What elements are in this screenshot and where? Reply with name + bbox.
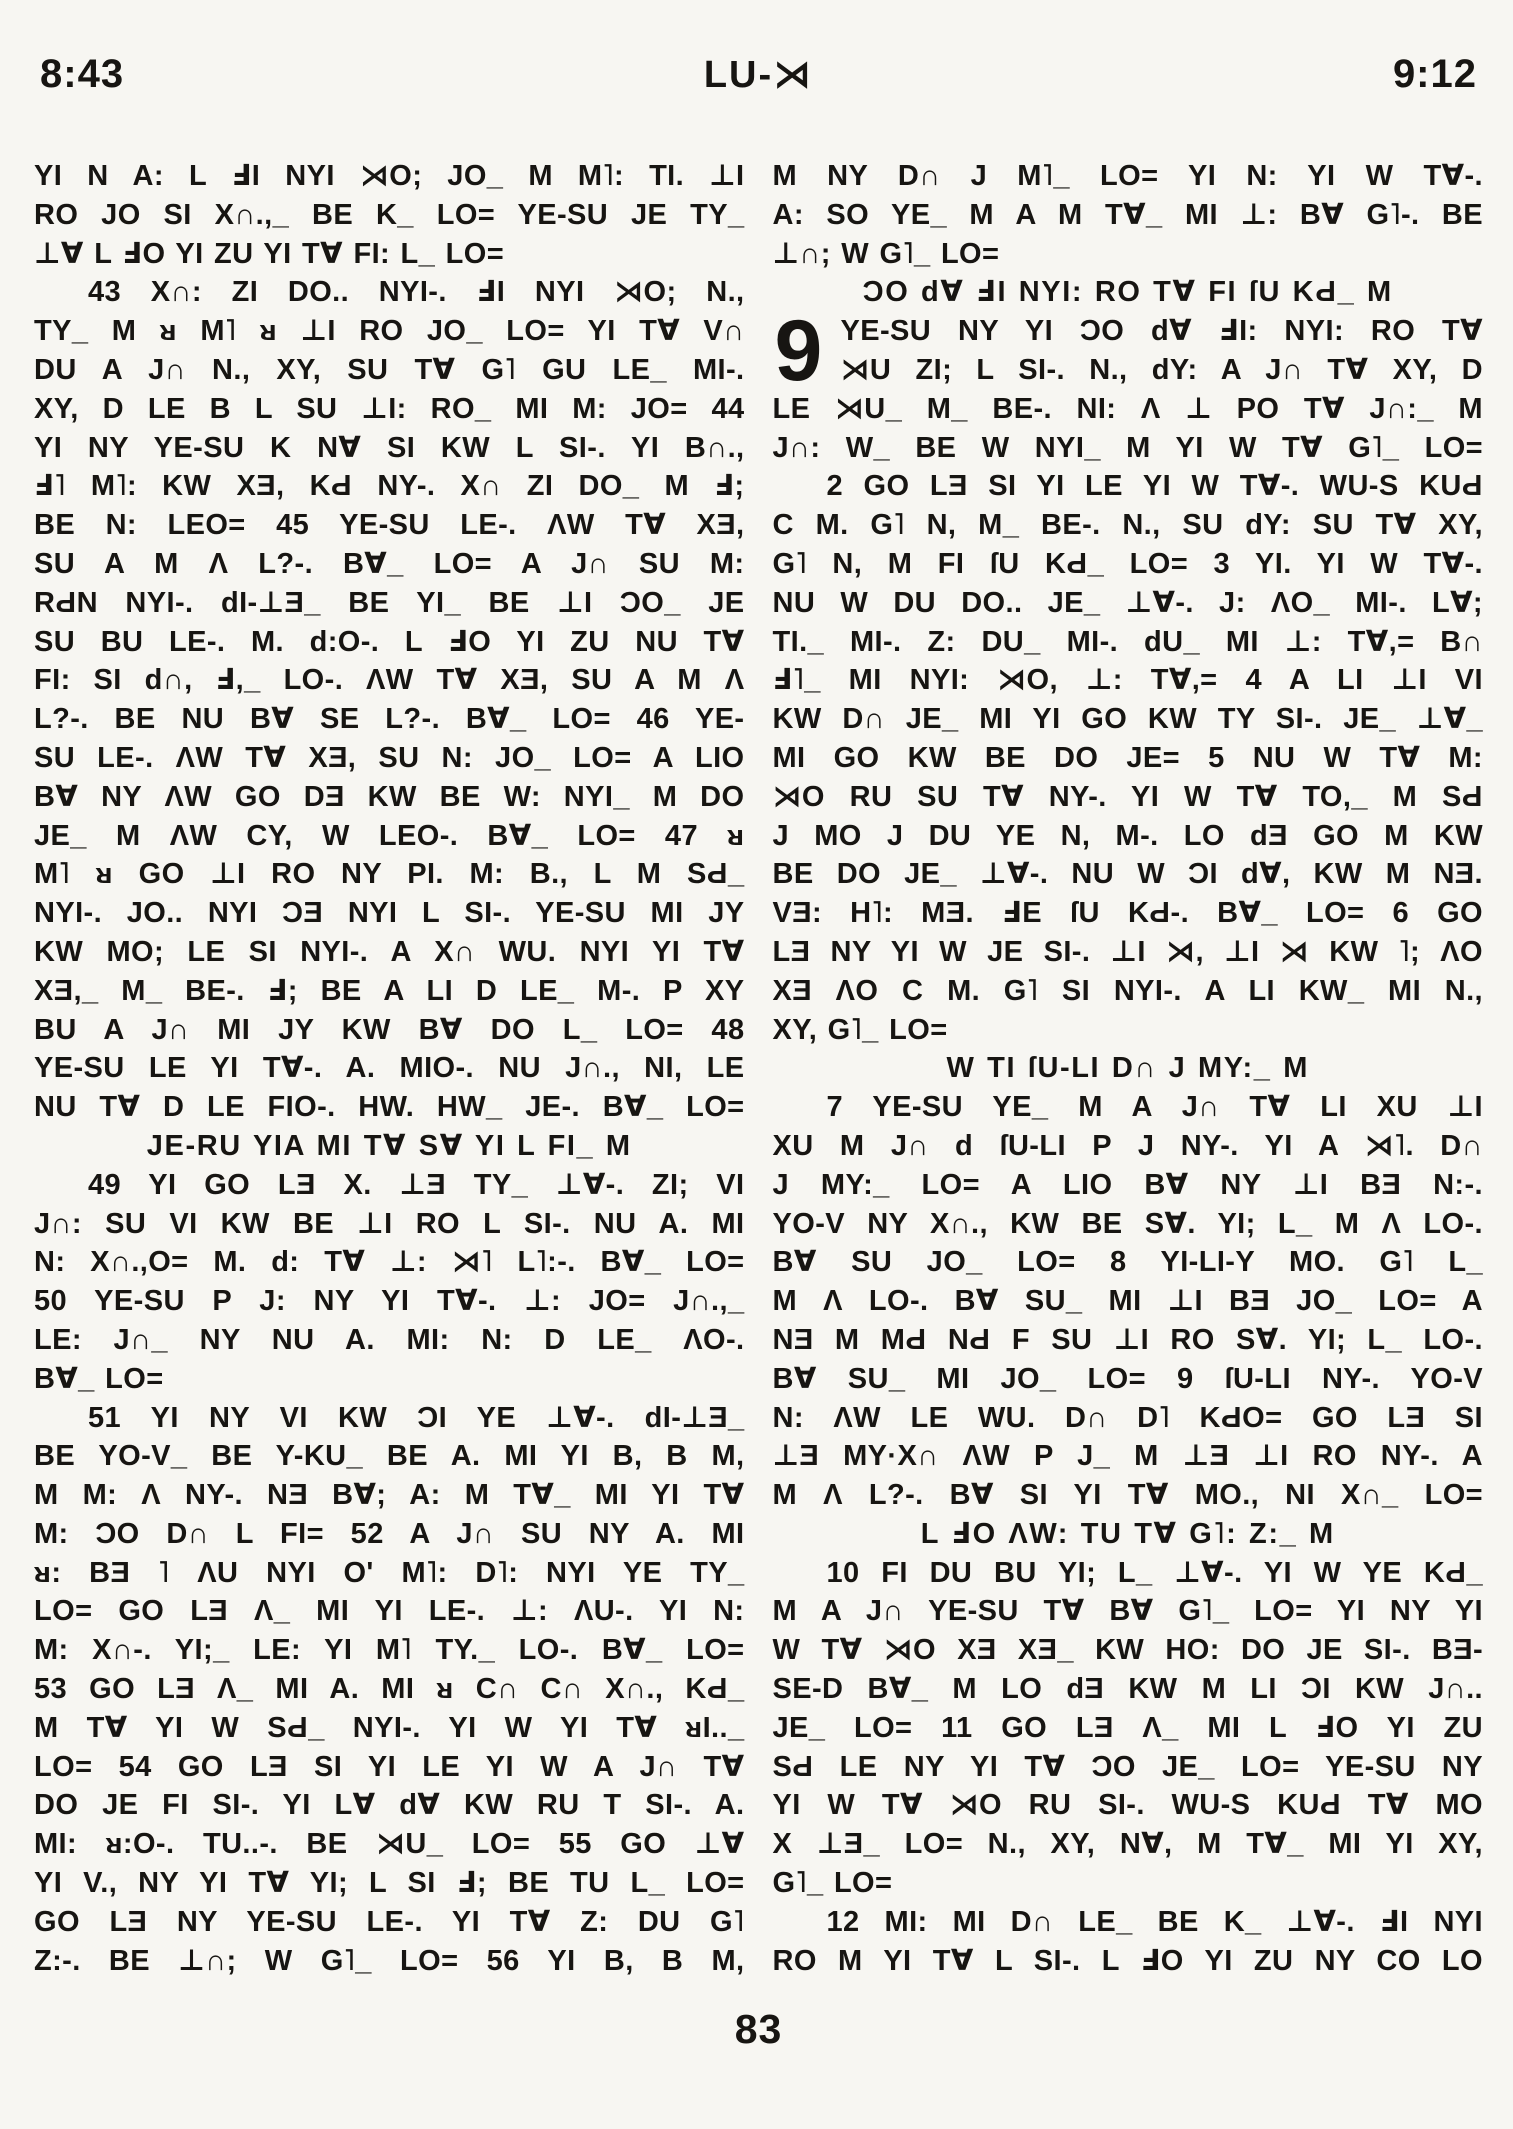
- line-text: M˥ ᴚ GO ⊥I RO NY PI. M: B., L M SԀ_: [34, 858, 745, 891]
- text-line: [34, 623, 745, 662]
- text-line: [773, 1942, 1484, 1981]
- text-line: [773, 972, 1484, 1011]
- section-heading: [773, 1049, 1484, 1088]
- text-line: [34, 778, 745, 817]
- text-line: [773, 855, 1484, 894]
- text-line: [34, 1321, 745, 1360]
- text-line: [34, 1670, 745, 1709]
- line-text: JE_ M ΛW CY, W LEO-. B∀_ LO= 47 ᴚ: [34, 819, 745, 852]
- text-line: [773, 700, 1484, 739]
- text-line: [773, 1903, 1484, 1942]
- text-line: [773, 1670, 1484, 1709]
- line-text: M Λ LO-. B∀ SU_ MI ⊥I BƎ JO_ LO= A: [772, 1285, 1483, 1318]
- text-line: [773, 1864, 1484, 1903]
- text-line: [773, 429, 1484, 468]
- line-text: LE: J∩_ NY NU A. MI: N: D LE_ ΛO-.: [34, 1323, 745, 1356]
- line-text: N: X∩.,O= M. d: T∀ ⊥: ⋊˥ L˥:-. B∀_ LO=: [34, 1246, 745, 1279]
- text-line: [34, 1592, 745, 1631]
- text-line: [34, 351, 745, 390]
- line-text: 10 FI DU BU YI; L_ ⊥∀-. YI W YE KԀ_: [826, 1556, 1483, 1589]
- line-text: M A J∩ YE-SU T∀ B∀ G˥_ LO= YI NY YI: [772, 1595, 1483, 1628]
- text-line: [773, 1282, 1484, 1321]
- text-line: [773, 1476, 1484, 1515]
- text-line: [773, 584, 1484, 623]
- line-text: A: SO YE_ M A M T∀_ MI ⊥: B∀ G˥-. BE: [772, 198, 1483, 231]
- text-line: [34, 273, 745, 312]
- line-text: KW D∩ JE_ MI YI GO KW TY SI-. JE_ ⊥∀_: [772, 703, 1483, 736]
- text-line: [773, 623, 1484, 662]
- line-text: RO M YI T∀ L SI-. L ℲO YI ZU NY CO LO: [772, 1944, 1483, 1977]
- line-text: ⊥Ǝ MY·X∩ ΛW P J_ M ⊥Ǝ ⊥I RO NY-. A: [772, 1440, 1483, 1473]
- text-line: [773, 1011, 1484, 1050]
- text-line: [34, 661, 745, 700]
- text-line: [34, 1088, 745, 1127]
- line-text: XY, G˥_ LO=: [772, 1013, 948, 1046]
- line-text: L ℲO ΛW: TU T∀ G˥: Z:_ M: [920, 1517, 1335, 1550]
- line-text: GO LƎ NY YE-SU LE-. YI T∀ Z: DU G˥: [34, 1905, 745, 1938]
- line-text: SE-D B∀_ M LO dƎ KW M LI ƆI KW J∩..: [772, 1673, 1483, 1706]
- line-text: XY, D LE B L SU ⊥I: RO_ MI M: JO= 44: [34, 392, 745, 425]
- text-line: [34, 157, 745, 196]
- line-text: YI W T∀ ⋊O RU SI-. WU-S KUԀ T∀ MO: [772, 1789, 1483, 1822]
- text-line: [34, 1360, 745, 1399]
- line-text: XU M J∩ d ſU-LI P J NY-. YI A ⋊˥. D∩: [772, 1129, 1483, 1162]
- text-line: [773, 933, 1484, 972]
- text-line: [773, 467, 1484, 506]
- text-line: [773, 1748, 1484, 1787]
- text-line: [773, 1166, 1484, 1205]
- line-text: Ⅎ˥ M˥: KW XƎ, KԀ NY-. X∩ ZI DO_ M Ⅎ;: [34, 470, 745, 503]
- text-line: [34, 933, 745, 972]
- text-line: [34, 1049, 745, 1088]
- text-line: [773, 390, 1484, 429]
- text-line: [773, 1786, 1484, 1825]
- line-text: LƎ NY YI W JE SI-. ⊥I ⋊, ⊥I ⋊ KW ˥; ΛO: [772, 935, 1483, 968]
- text-line: [34, 584, 745, 623]
- line-text: M NY D∩ J M˥_ LO= YI N: YI W T∀-.: [772, 160, 1483, 192]
- line-text: SU A M Λ L?-. B∀_ LO= A J∩ SU M:: [34, 547, 745, 580]
- text-line: [773, 817, 1484, 856]
- text-column-left: [34, 157, 745, 1980]
- text-line: [773, 1554, 1484, 1593]
- line-text: J∩: W_ BE W NYI_ M YI W T∀ G˥_ LO=: [772, 431, 1483, 464]
- line-text: M Λ L?-. B∀ SI YI T∀ MO., NI X∩_ LO=: [772, 1479, 1483, 1512]
- line-text: BE N: LEO= 45 YE-SU LE-. ΛW T∀ XƎ,: [34, 509, 745, 542]
- line-text: 12 MI: MI D∩ LE_ BE K_ ⊥∀-. ℲI NYI: [826, 1905, 1483, 1938]
- text-line: [34, 972, 745, 1011]
- section-heading: [773, 273, 1484, 312]
- line-text: M: ƆO D∩ L FI= 52 A J∩ SU NY A. MI: [34, 1517, 745, 1550]
- line-text: ƆO d∀ ℲI NYI: RO T∀ FI ſU KԀ_ M: [862, 276, 1393, 309]
- line-text: NU W DU DO.. JE_ ⊥∀-. J: ΛO_ MI-. L∀;: [772, 586, 1483, 619]
- two-column-text-body: [34, 157, 1483, 1980]
- text-line: [34, 1786, 745, 1825]
- line-text: YI V., NY YI T∀ YI; L SI Ⅎ; BE TU L_ LO=: [34, 1867, 745, 1900]
- line-text: TI._ MI-. Z: DU_ MI-. dU_ MI ⊥: T∀,= B∩: [772, 625, 1483, 658]
- text-line: [773, 1360, 1484, 1399]
- line-text: B∀_ LO=: [34, 1362, 164, 1395]
- line-text: YO-V NY X∩., KW BE S∀. YI; L_ M Λ LO-.: [772, 1207, 1483, 1240]
- header-verse-ref-right: 9:12: [1392, 52, 1477, 96]
- line-text: J∩: SU VI KW BE ⊥I RO L SI-. NU A. MI: [34, 1207, 745, 1240]
- text-line: [773, 1631, 1484, 1670]
- line-text: B∀ SU JO_ LO= 8 YI-LI-Y MO. G˥ L_: [772, 1246, 1483, 1279]
- text-line: [34, 196, 745, 235]
- text-line: [34, 1205, 745, 1244]
- line-text: KW MO; LE SI NYI-. A X∩ WU. NYI YI T∀: [34, 935, 745, 968]
- line-text: 51 YI NY VI KW ƆI YE ⊥∀-. dI-⊥Ǝ_: [88, 1401, 745, 1434]
- page-header: [34, 52, 1483, 97]
- line-text: LE ⋊U_ M_ BE-. NI: Λ ⊥ PO T∀ J∩:_ M: [772, 392, 1483, 425]
- line-text: M M: Λ NY-. NƎ B∀; A: M T∀_ MI YI T∀: [34, 1479, 745, 1512]
- line-text: ⋊U ZI; L SI-. N., dY: A J∩ T∀ XY, D: [840, 353, 1483, 386]
- line-text: YI NY YE-SU K N∀ SI KW L SI-. YI B∩.,: [34, 431, 745, 464]
- line-text: Ⅎ˥_ MI NYI: ⋊O, ⊥: T∀,= 4 A LI ⊥I VI: [772, 664, 1483, 697]
- text-line: [773, 1205, 1484, 1244]
- text-line: [773, 1243, 1484, 1282]
- line-text: YI N A: L ℲI NYI ⋊O; JO_ M M˥: TI. ⊥I: [34, 160, 745, 192]
- text-line: [773, 1437, 1484, 1476]
- line-text: 43 X∩: ZI DO.. NYI-. ℲI NYI ⋊O; N.,: [88, 276, 745, 309]
- text-line: [34, 1554, 745, 1593]
- line-text: VƎ: H˥: MƎ. ℲE ſU KԀ-. B∀_ LO= 6 GO: [772, 897, 1483, 930]
- line-text: DO JE FI SI-. YI L∀ d∀ KW RU T SI-. A.: [34, 1789, 745, 1822]
- text-line: [34, 855, 745, 894]
- line-text: C M. G˥ N, M_ BE-. N., SU dY: SU T∀ XY,: [772, 509, 1483, 542]
- text-line: [34, 817, 745, 856]
- line-text: W T∀ ⋊O XƎ XƎ_ KW HO: DO JE SI-. BƎ-: [772, 1634, 1483, 1667]
- text-line: [34, 1631, 745, 1670]
- text-line: [34, 1399, 745, 1438]
- line-text: YE-SU LE YI T∀-. A. MIO-. NU J∩., NI, LE: [34, 1052, 745, 1085]
- text-line: [773, 196, 1484, 235]
- text-line: [34, 429, 745, 468]
- text-line: [34, 506, 745, 545]
- line-text: XƎ,_ M_ BE-. Ⅎ; BE A LI D LE_ M-. P XY: [34, 974, 745, 1007]
- line-text: FI: SI d∩, Ⅎ,_ LO-. ΛW T∀ XƎ, SU A M Λ: [34, 664, 745, 697]
- text-line: [34, 1748, 745, 1787]
- line-text: J MY:_ LO= A LIO B∀ NY ⊥I BƎ N:-.: [772, 1168, 1483, 1201]
- text-line: [34, 1825, 745, 1864]
- line-text: DU A J∩ N., XY, SU T∀ G˥ GU LE_ MI-.: [34, 353, 745, 386]
- text-line: [773, 351, 1484, 390]
- book-title: LU-⋊: [703, 54, 814, 96]
- line-text: B∀ NY ΛW GO DƎ KW BE W: NYI_ M DO: [34, 780, 745, 813]
- text-line: [34, 1942, 745, 1981]
- text-line: [773, 1088, 1484, 1127]
- line-text: Z:-. BE ⊥∩; W G˥_ LO= 56 YI B, B M,: [34, 1944, 745, 1977]
- text-line: [773, 235, 1484, 274]
- line-text: L?-. BE NU B∀ SE L?-. B∀_ LO= 46 YE-: [34, 703, 745, 736]
- text-line: [34, 1437, 745, 1476]
- line-text: ⊥∀ L ℲO YI ZU YI T∀ FI: L_ LO=: [34, 237, 505, 270]
- line-text: 7 YE-SU YE_ M A J∩ T∀ LI XU ⊥I: [826, 1091, 1483, 1124]
- text-line: [34, 235, 745, 274]
- text-column-right: [773, 157, 1484, 1980]
- text-line: [34, 1903, 745, 1942]
- line-text: X ⊥Ǝ_ LO= N., XY, N∀, M T∀_ MI YI XY,: [772, 1828, 1483, 1861]
- text-line: [773, 1321, 1484, 1360]
- text-line: [34, 739, 745, 778]
- line-text: BE YO-V_ BE Y-KU_ BE A. MI YI B, B M,: [34, 1440, 745, 1473]
- line-text: MI GO KW BE DO JE= 5 NU W T∀ M:: [772, 741, 1483, 774]
- text-line: [34, 1243, 745, 1282]
- text-line: [34, 467, 745, 506]
- line-text: BE DO JE_ ⊥∀-. NU W ƆI d∀, KW M NƎ.: [772, 858, 1483, 891]
- text-line: [773, 506, 1484, 545]
- text-line: [773, 1709, 1484, 1748]
- line-text: ᴚ: BƎ ˥ ΛU NYI O' M˥: D˥: NYI YE TY_: [34, 1556, 745, 1589]
- text-line: [773, 778, 1484, 817]
- text-line: [773, 739, 1484, 778]
- page-number: 83: [734, 2006, 783, 2053]
- line-text: JE_ LO= 11 GO LƎ Λ_ MI L ℲO YI ZU: [772, 1711, 1483, 1744]
- section-heading: [34, 1127, 745, 1166]
- text-line: [773, 661, 1484, 700]
- line-text: N: ΛW LE WU. D∩ D˥ KԀO= GO LƎ SI: [772, 1401, 1483, 1434]
- text-line: [34, 545, 745, 584]
- text-line: [773, 545, 1484, 584]
- line-text: SԀ LE NY YI T∀ ƆO JE_ LO= YE-SU NY: [772, 1750, 1483, 1783]
- chapter-number: 9: [774, 303, 823, 400]
- line-text: 50 YE-SU P J: NY YI T∀-. ⊥: JO= J∩.,_: [34, 1285, 745, 1318]
- line-text: ⊥∩; W G˥_ LO=: [772, 237, 1000, 270]
- line-text: ⋊O RU SU T∀ NY-. YI W T∀ TO,_ M SԀ: [772, 780, 1483, 813]
- text-line: [773, 1127, 1484, 1166]
- line-text: M T∀ YI W SԀ_ NYI-. YI W YI T∀ ᴚI.._: [34, 1711, 745, 1744]
- text-line: [773, 157, 1484, 196]
- text-line: [34, 1864, 745, 1903]
- text-line: [773, 1592, 1484, 1631]
- section-heading: [773, 1515, 1484, 1554]
- line-text: SU BU LE-. M. d:O-. L ℲO YI ZU NU T∀: [34, 625, 745, 658]
- line-text: B∀ SU_ MI JO_ LO= 9 ſU-LI NY-. YO-V: [772, 1362, 1483, 1395]
- line-text: NYI-. JO.. NYI ƆƎ NYI L SI-. YE-SU MI JY: [34, 897, 745, 930]
- text-line: [34, 312, 745, 351]
- header-verse-ref-left: 8:43: [40, 52, 125, 96]
- line-text: JE-RU YIA MI T∀ S∀ YI L FI_ M: [146, 1129, 632, 1162]
- line-text: LO= GO LƎ Λ_ MI YI LE-. ⊥: ΛU-. YI N:: [34, 1595, 745, 1628]
- text-line: [773, 1399, 1484, 1438]
- line-text: G˥ N, M FI ſU KԀ_ LO= 3 YI. YI W T∀-.: [772, 547, 1483, 580]
- text-line: [34, 700, 745, 739]
- line-text: TY_ M ᴚ M˥ ᴚ ⊥I RO JO_ LO= YI T∀ V∩: [34, 315, 745, 348]
- line-text: BU A J∩ MI JY KW B∀ DO L_ LO= 48: [34, 1013, 745, 1046]
- line-text: M: X∩-. YI;_ LE: YI M˥ TY._ LO-. B∀_ LO=: [34, 1634, 745, 1667]
- text-line: [34, 1166, 745, 1205]
- line-text: NU T∀ D LE FIO-. HW. HW_ JE-. B∀_ LO=: [34, 1091, 745, 1124]
- line-text: YE-SU NY YI ƆO d∀ ℲI: NYI: RO T∀: [840, 315, 1483, 348]
- line-text: J MO J DU YE N, M-. LO dƎ GO M KW: [772, 819, 1483, 852]
- line-text: LO= 54 GO LƎ SI YI LE YI W A J∩ T∀: [34, 1750, 745, 1783]
- line-text: MI: ᴚ:O-. TU..-. BE ⋊U_ LO= 55 GO ⊥∀: [34, 1828, 745, 1861]
- line-text: XƎ ΛO C M. G˥ SI NYI-. A LI KW_ MI N.,: [772, 974, 1483, 1007]
- line-text: RԀN NYI-. dI-⊥Ǝ_ BE YI_ BE ⊥I ƆO_ JE: [34, 586, 745, 619]
- text-line: [773, 1825, 1484, 1864]
- line-text: G˥_ LO=: [772, 1867, 893, 1900]
- text-line: [34, 390, 745, 429]
- line-text: W TI ſU-LI D∩ J MY:_ M: [946, 1052, 1309, 1085]
- text-line: [34, 1515, 745, 1554]
- text-line: [34, 1282, 745, 1321]
- text-line: [34, 894, 745, 933]
- line-text: 53 GO LƎ Λ_ MI A. MI ᴚ C∩ C∩ X∩., KԀ_: [34, 1673, 745, 1706]
- line-text: 2 GO LƎ SI YI LE YI W T∀-. WU-S KUԀ: [826, 470, 1483, 503]
- text-line: [773, 894, 1484, 933]
- text-line: [34, 1476, 745, 1515]
- line-text: 49 YI GO LƎ X. ⊥Ǝ TY_ ⊥∀-. ZI; VI: [88, 1168, 745, 1201]
- line-text: SU LE-. ΛW T∀ XƎ, SU N: JO_ LO= A LIO: [34, 741, 745, 774]
- text-line: [34, 1011, 745, 1050]
- line-text: NƎ M MԀ NԀ F SU ⊥I RO S∀. YI; L_ LO-.: [772, 1323, 1483, 1356]
- line-text: RO JO SI X∩.,_ BE K_ LO= YE-SU JE TY_: [34, 198, 745, 231]
- text-line: [34, 1709, 745, 1748]
